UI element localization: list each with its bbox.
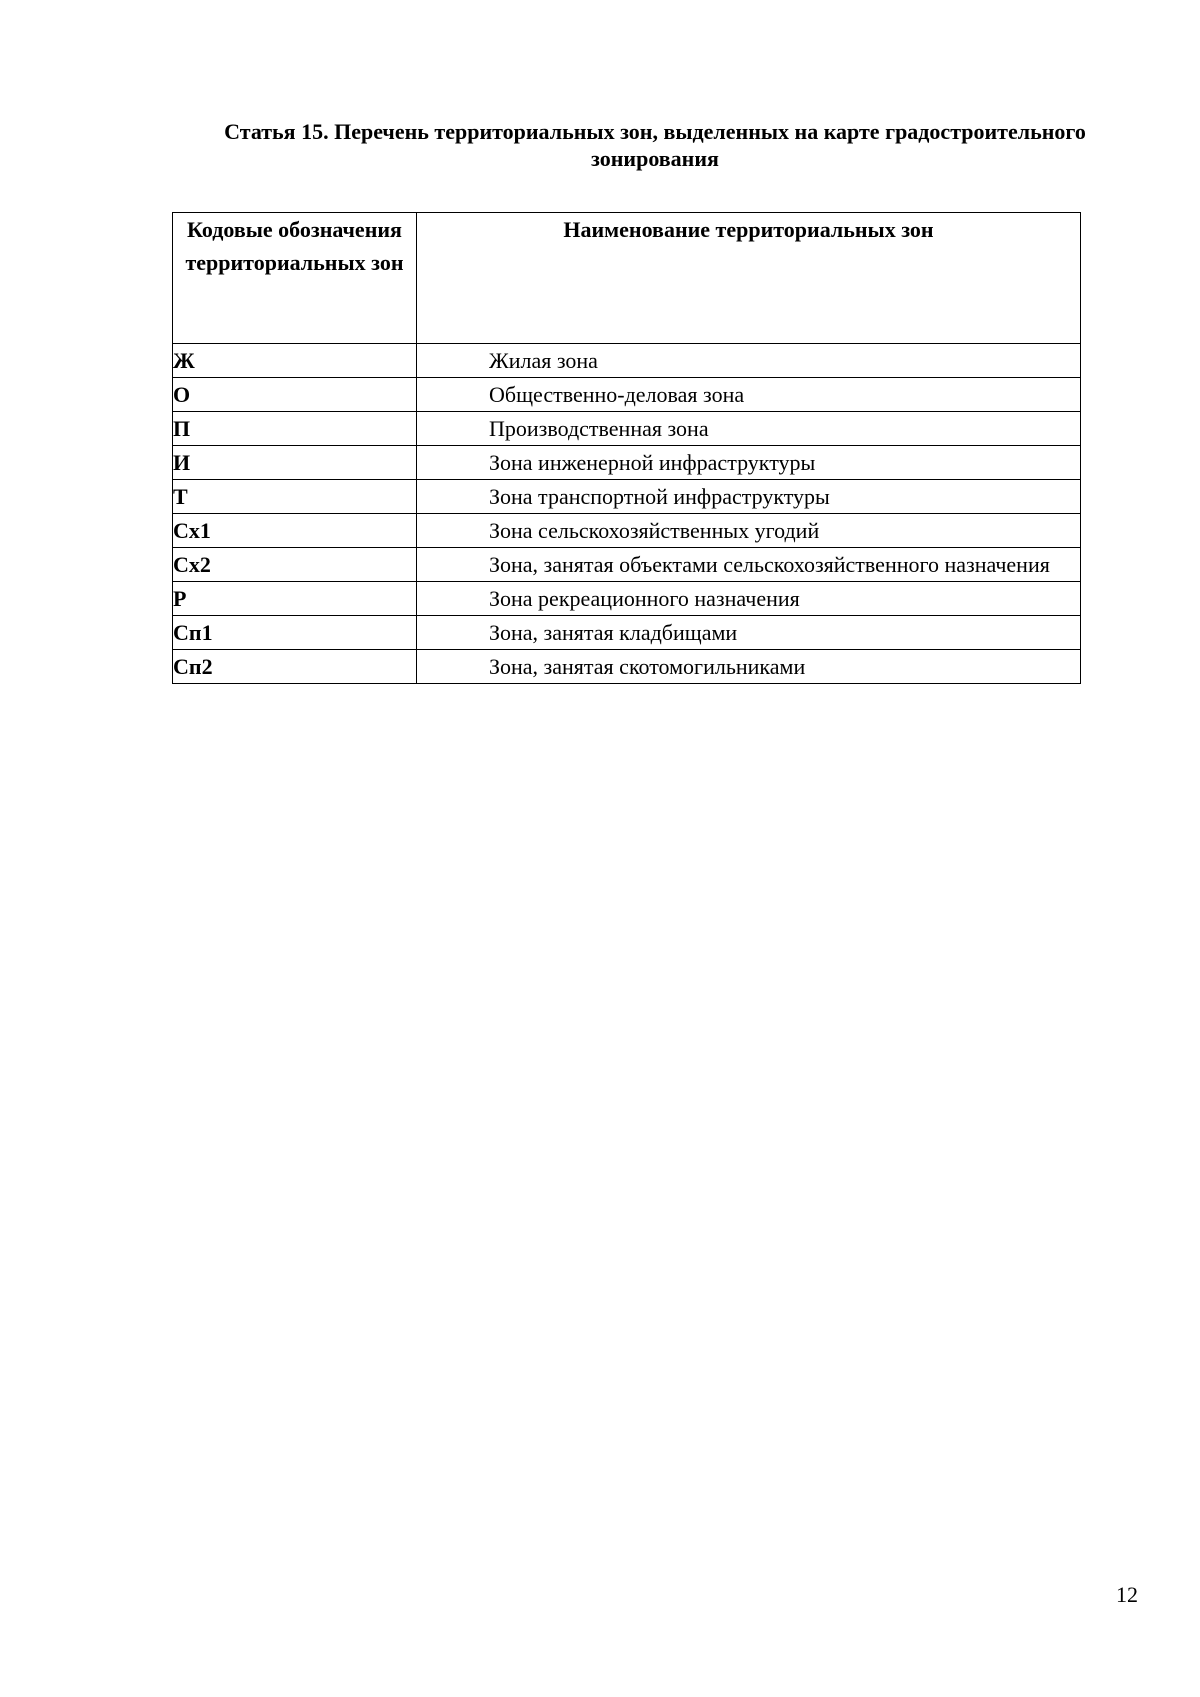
zone-code: Р <box>173 582 417 616</box>
table-row <box>173 616 1081 650</box>
table-row <box>173 378 1081 412</box>
zone-name-cell <box>417 650 1081 684</box>
table-row <box>173 514 1081 548</box>
zone-code: О <box>173 378 417 412</box>
table-row <box>173 480 1081 514</box>
zone-code: Сп1 <box>173 616 417 650</box>
zone-code: И <box>173 446 417 480</box>
zone-name: Производственная зона <box>489 416 709 441</box>
zone-name: Зона, занятая скотомогильниками <box>489 654 806 679</box>
zone-name: Зона инженерной инфраструктуры <box>489 450 816 475</box>
zone-code: Т <box>173 480 417 514</box>
zone-code: П <box>173 412 417 446</box>
zone-name-cell <box>417 412 1081 446</box>
zone-code: Ж <box>173 344 417 378</box>
zone-name-cell <box>417 344 1081 378</box>
zone-name: Общественно-деловая зона <box>489 382 745 407</box>
zone-name-cell <box>417 616 1081 650</box>
zone-name: Зона рекреационного назначения <box>489 586 800 611</box>
zone-name-cell <box>417 548 1081 582</box>
zone-name-cell <box>417 446 1081 480</box>
article-heading: Статья 15. Перечень территориальных зон, выделенных на карте градостроительного зонирования <box>224 119 1086 171</box>
zones-table <box>172 212 1081 684</box>
header-name: Наименование территориальных зон <box>417 213 1081 344</box>
zone-name: Зона, занятая объектами сельскохозяйственного назначения <box>489 552 1050 577</box>
table-row <box>173 548 1081 582</box>
zone-code: Сх2 <box>173 548 417 582</box>
table-row <box>173 582 1081 616</box>
zone-name-cell <box>417 582 1081 616</box>
table-row <box>173 344 1081 378</box>
zone-name-cell <box>417 480 1081 514</box>
table-row <box>173 446 1081 480</box>
zone-code: Сх1 <box>173 514 417 548</box>
table-row <box>173 650 1081 684</box>
zone-name-cell <box>417 514 1081 548</box>
table-row <box>173 412 1081 446</box>
zone-name: Зона сельскохозяйственных угодий <box>489 518 820 543</box>
zone-code: Сп2 <box>173 650 417 684</box>
header-code: Кодовые обозначения территориальных зон <box>173 213 417 344</box>
zone-name-cell <box>417 378 1081 412</box>
zone-name: Зона, занятая кладбищами <box>489 620 738 645</box>
page-number: 12 <box>1116 1582 1138 1607</box>
zone-name: Зона транспортной инфраструктуры <box>489 484 830 509</box>
zone-name: Жилая зона <box>489 348 598 373</box>
table-header-row <box>173 213 1081 344</box>
